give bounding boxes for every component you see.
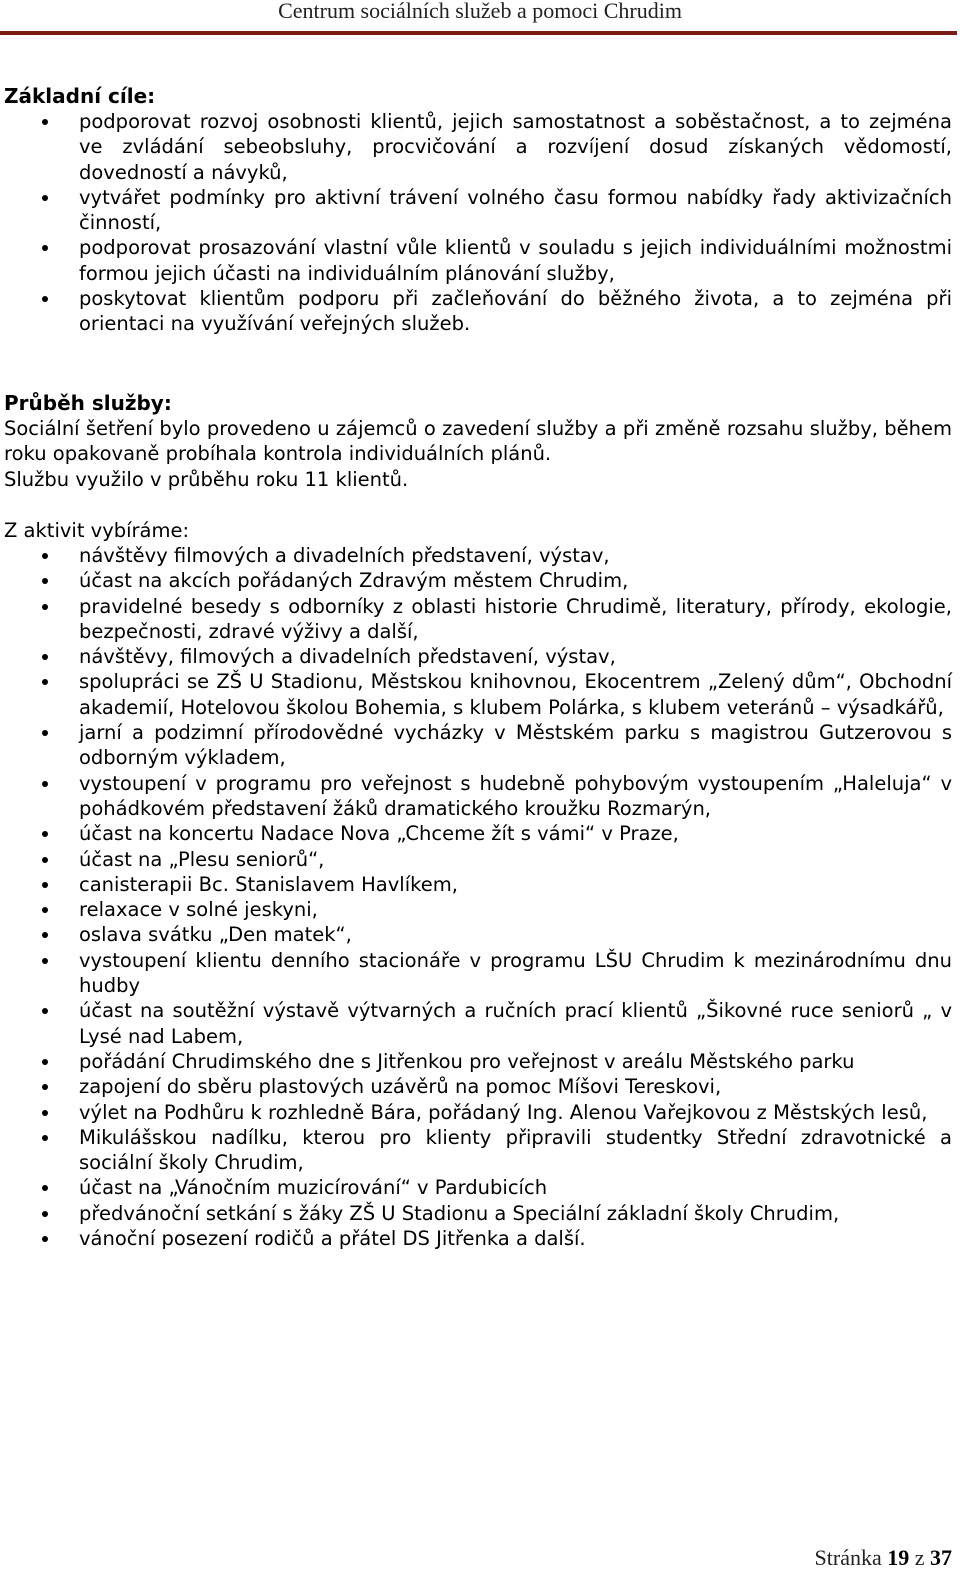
page-header [0,0,960,32]
page-number [815,1545,952,1571]
list-item [0,1074,952,1099]
list-item [0,109,952,185]
list-item [0,1226,952,1251]
bullet-icon [42,831,48,837]
list-item-text: pořádání Chrudimského dne s Jitřenkou pro veřejnost v areálu Městského parku [79,1049,855,1073]
bullet-icon [42,553,48,559]
progress-paragraph: Sociální šetření bylo provedeno u zájemců o zavedení služby a při změně rozsahu služby, během roku opakovaně probíhala kontrola individuálních plánů. [4,417,952,466]
progress-heading: Průběh služby: [4,391,172,415]
list-item-text: vánoční posezení rodičů a přátel DS Jitřenka a další. [79,1227,586,1251]
list-item [0,286,952,337]
list-item-text: účast na „Plesu seniorů“, [79,847,325,871]
header-title: Centrum sociálních služeb a pomoci Chrudim [278,0,682,23]
goals-heading: Základní cíle: [4,84,156,108]
list-item-text: podporovat prosazování vlastní vůle klientů v souladu s jejich individuálními možnostmi formou jejich účasti na individuálním plánování služby, [79,236,952,285]
list-item [0,1100,952,1125]
bullet-icon [42,1084,48,1090]
bullet-icon [42,245,48,251]
list-item [0,821,952,846]
list-item-text: předvánoční setkání s žáky ZŠ U Stadionu a Speciální základní školy Chrudim, [79,1201,840,1225]
list-item [0,998,952,1049]
list-item [0,922,952,947]
list-item-text: jarní a podzimní přírodovědné vycházky v Městském parku s magistrou Gutzerovou s odborným výkladem, [79,721,952,770]
list-item-text: návštěvy filmových a divadelních představení, výstav, [79,544,610,567]
bullet-icon [42,730,48,736]
list-item [0,594,952,645]
bullet-icon [42,604,48,610]
list-item [0,1049,952,1074]
bullet-icon [42,1185,48,1191]
list-item-text: vystoupení klientu denního stacionáře v programu LŠU Chrudim k mezinárodnímu dnu hudby [79,948,952,998]
bullet-icon [42,1211,48,1217]
list-item-text: účast na koncertu Nadace Nova „Chceme žít s vámi“ v Praze, [79,822,679,846]
bullet-icon [42,1008,48,1014]
bullet-icon [42,958,48,964]
list-item [0,948,952,999]
list-item-text: návštěvy, filmových a divadelních představení, výstav, [79,645,616,669]
bullet-icon [42,1236,48,1242]
bullet-icon [42,1110,48,1116]
page-separator: z [914,1545,925,1570]
list-item-text: oslava svátku „Den matek“, [79,923,352,947]
list-item-text: účast na „Vánočním muzicírování“ v Pardubicích [79,1176,548,1200]
list-item-text: vytvářet podmínky pro aktivní trávení volného času formou nabídky řady aktivizačních činností, [79,185,952,235]
bullet-icon [42,907,48,913]
list-item-text: pravidelné besedy s odborníky z oblasti historie Chrudimě, literatury, přírody, ekologie, bezpečnosti, zdravé výživy a další, [79,594,952,643]
list-item [0,872,952,897]
bullet-icon [42,1059,48,1065]
bullet-icon [42,296,48,302]
activities-intro: Z aktivit vybíráme: [4,519,190,542]
bullet-icon [42,882,48,888]
list-item [0,1175,952,1200]
bullet-icon [42,195,48,201]
list-item-text: účast na akcích pořádaných Zdravým městem Chrudim, [79,569,629,593]
list-item-text: výlet na Podhůru k rozhledně Bára, pořádaný Ing. Alenou Vařejkovou z Městských lesů, [79,1100,928,1124]
list-item [0,847,952,872]
bullet-icon [42,679,48,685]
bullet-icon [42,857,48,863]
bullet-icon [42,781,48,787]
list-item [0,669,952,720]
goals-list [0,109,952,337]
header-divider [0,31,957,35]
list-item-text: spolupráci se ZŠ U Stadionu, Městskou knihovnou, Ekocentrem „Zelený dům“, Obchodní akademií, Hotelovou školou Bohemia, s klubem Polárka, s klubem veteránů – výsadkářů, [79,670,952,719]
list-item [0,897,952,922]
bullet-icon [42,578,48,584]
activities-list [0,543,952,1251]
list-item [0,1201,952,1226]
list-item-text: canisterapii Bc. Stanislavem Havlíkem, [79,872,458,896]
clients-count-line: Službu využilo v průběhu roku 11 klientů. [4,468,409,491]
page-total: 37 [930,1545,952,1570]
list-item-text: Mikulášskou nadílku, kterou pro klienty připravili studentky Střední zdravotnické a sociální školy Chrudim, [79,1125,952,1175]
bullet-icon [42,932,48,938]
list-item [0,644,952,669]
list-item [0,771,952,822]
page-word: Stránka [814,1545,882,1570]
list-item-text: vystoupení v programu pro veřejnost s hudebně pohybovým vystoupením „Haleluja“ v pohádkovém představení žáků dramatického kroužku Rozmarýn, [79,771,952,820]
list-item-text: poskytovat klientům podporu při začleňování do běžného života, a to zejména při orientaci na využívání veřejných služeb. [79,287,952,336]
list-item-text: podporovat rozvoj osobnosti klientů, jejich samostatnost a soběstačnost, a to zejména ve zvládání sebeobsluhy, procvičování a rozvíjení dosud získaných vědomostí, dovedností a návyků, [79,110,952,184]
list-item-text: relaxace v solné jeskyni, [79,898,318,922]
list-item-text: účast na soutěžní výstavě výtvarných a ručních prací klientů „Šikovné ruce seniorů „ v Lysé nad Labem, [79,999,952,1048]
list-item [0,1125,952,1176]
list-item [0,568,952,593]
list-item [0,235,952,286]
bullet-icon [42,654,48,660]
bullet-icon [42,1135,48,1141]
bullet-icon [42,119,48,125]
list-item [0,185,952,236]
list-item [0,720,952,771]
list-item-text: zapojení do sběru plastových uzávěrů na pomoc Míšovi Tereskovi, [79,1075,722,1099]
page-current: 19 [887,1545,910,1570]
list-item [0,543,952,568]
